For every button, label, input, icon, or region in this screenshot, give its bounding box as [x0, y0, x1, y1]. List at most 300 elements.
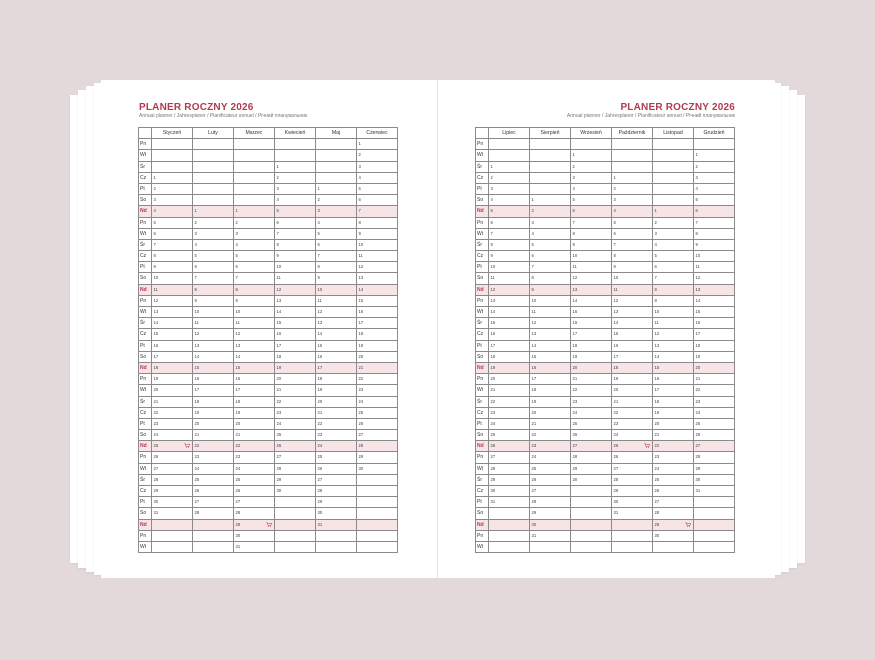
day-cell[interactable]: 21 — [193, 430, 234, 441]
day-cell[interactable]: 11 — [152, 285, 193, 296]
day-cell[interactable]: 21 — [653, 430, 694, 441]
day-cell[interactable]: 5 — [489, 206, 530, 217]
day-cell[interactable] — [152, 162, 193, 173]
day-cell[interactable]: 22 — [489, 397, 530, 408]
day-cell[interactable]: 1 — [234, 206, 275, 217]
day-cell[interactable]: 6 — [234, 262, 275, 273]
day-cell[interactable]: 29 — [694, 464, 735, 475]
day-cell[interactable]: 10 — [612, 273, 653, 284]
day-cell[interactable]: 5 — [357, 184, 398, 195]
day-cell[interactable]: 19 — [193, 408, 234, 419]
day-cell[interactable]: 27 — [612, 464, 653, 475]
day-cell[interactable]: 18 — [193, 397, 234, 408]
day-cell[interactable]: 6 — [571, 206, 612, 217]
day-cell[interactable]: 1 — [653, 206, 694, 217]
day-cell[interactable] — [152, 531, 193, 542]
day-cell[interactable]: 18 — [571, 341, 612, 352]
day-cell[interactable]: 27 — [489, 452, 530, 463]
day-cell[interactable]: 24 — [234, 464, 275, 475]
day-cell[interactable]: 31 — [489, 497, 530, 508]
day-cell[interactable]: 4 — [234, 240, 275, 251]
day-cell[interactable]: 8 — [357, 218, 398, 229]
day-cell[interactable]: 9 — [234, 296, 275, 307]
day-cell[interactable]: 22 — [316, 419, 357, 430]
day-cell[interactable] — [357, 497, 398, 508]
day-cell[interactable]: 28 — [489, 464, 530, 475]
day-cell[interactable]: 24 — [694, 408, 735, 419]
day-cell[interactable]: 25 — [653, 475, 694, 486]
day-cell[interactable]: 26 — [357, 419, 398, 430]
day-cell[interactable] — [316, 139, 357, 150]
day-cell[interactable]: 30 — [357, 464, 398, 475]
day-cell[interactable]: 16 — [530, 363, 571, 374]
day-cell[interactable]: 20 — [316, 397, 357, 408]
day-cell[interactable]: 11 — [694, 262, 735, 273]
day-cell[interactable] — [571, 497, 612, 508]
day-cell[interactable]: 12 — [653, 329, 694, 340]
day-cell[interactable]: 20 — [152, 385, 193, 396]
day-cell[interactable]: 22 — [530, 430, 571, 441]
day-cell[interactable]: 6 — [489, 218, 530, 229]
day-cell[interactable]: 11 — [193, 318, 234, 329]
day-cell[interactable]: 10 — [489, 262, 530, 273]
day-cell[interactable]: 4 — [275, 195, 316, 206]
day-cell[interactable]: 21 — [152, 397, 193, 408]
day-cell[interactable] — [275, 497, 316, 508]
day-cell[interactable]: 16 — [489, 329, 530, 340]
day-cell[interactable]: 3 — [530, 218, 571, 229]
day-cell[interactable]: 22 — [152, 408, 193, 419]
day-cell[interactable]: 3 — [489, 184, 530, 195]
day-cell[interactable] — [193, 162, 234, 173]
day-cell[interactable]: 13 — [152, 307, 193, 318]
day-cell[interactable]: 14 — [152, 318, 193, 329]
day-cell[interactable]: 11 — [571, 262, 612, 273]
day-cell[interactable]: 4 — [530, 229, 571, 240]
day-cell[interactable]: 7 — [489, 229, 530, 240]
day-cell[interactable]: 10 — [694, 251, 735, 262]
day-cell[interactable]: 19 — [653, 408, 694, 419]
day-cell[interactable]: 28 — [193, 508, 234, 519]
day-cell[interactable]: 1 — [357, 139, 398, 150]
day-cell[interactable] — [653, 542, 694, 553]
day-cell[interactable]: 12 — [489, 285, 530, 296]
day-cell[interactable]: 6 — [152, 229, 193, 240]
day-cell[interactable]: 16 — [152, 341, 193, 352]
day-cell[interactable]: 13 — [275, 296, 316, 307]
day-cell[interactable]: 27 — [357, 430, 398, 441]
day-cell[interactable]: 16 — [357, 307, 398, 318]
day-cell[interactable]: 10 — [234, 307, 275, 318]
day-cell[interactable]: 23 — [152, 419, 193, 430]
day-cell[interactable] — [694, 139, 735, 150]
day-cell[interactable]: 2 — [193, 218, 234, 229]
day-cell[interactable]: 13 — [571, 285, 612, 296]
day-cell[interactable]: 13 — [612, 307, 653, 318]
day-cell[interactable]: 2 — [316, 195, 357, 206]
day-cell[interactable]: 26 — [571, 430, 612, 441]
day-cell[interactable]: 4 — [316, 218, 357, 229]
day-cell[interactable]: 15 — [694, 307, 735, 318]
day-cell[interactable]: 28 — [275, 464, 316, 475]
day-cell[interactable]: 10 — [530, 296, 571, 307]
day-cell[interactable]: 23 — [530, 441, 571, 452]
day-cell[interactable]: 12 — [316, 307, 357, 318]
day-cell[interactable]: 15 — [653, 363, 694, 374]
day-cell[interactable]: 24 — [612, 430, 653, 441]
day-cell[interactable] — [571, 542, 612, 553]
day-cell[interactable] — [530, 173, 571, 184]
day-cell[interactable]: 5 — [653, 251, 694, 262]
day-cell[interactable]: 15 — [193, 363, 234, 374]
day-cell[interactable]: 17 — [275, 341, 316, 352]
day-cell[interactable] — [316, 150, 357, 161]
day-cell[interactable]: 28 — [357, 441, 398, 452]
day-cell[interactable]: 26 — [275, 441, 316, 452]
day-cell[interactable]: 28 — [571, 452, 612, 463]
day-cell[interactable]: 14 — [316, 329, 357, 340]
day-cell[interactable]: 7 — [234, 273, 275, 284]
day-cell[interactable]: 7 — [275, 229, 316, 240]
day-cell[interactable]: 12 — [275, 285, 316, 296]
day-cell[interactable]: 5 — [530, 240, 571, 251]
day-cell[interactable] — [653, 139, 694, 150]
day-cell[interactable] — [193, 195, 234, 206]
day-cell[interactable] — [275, 508, 316, 519]
day-cell[interactable]: 26 — [234, 486, 275, 497]
day-cell[interactable]: 24 — [571, 408, 612, 419]
day-cell[interactable]: 27 — [152, 464, 193, 475]
day-cell[interactable]: 30 — [571, 475, 612, 486]
day-cell[interactable]: 13 — [234, 341, 275, 352]
day-cell[interactable]: 12 — [694, 273, 735, 284]
day-cell[interactable]: 9 — [571, 240, 612, 251]
day-cell[interactable]: 17 — [152, 352, 193, 363]
day-cell[interactable]: 26 — [152, 452, 193, 463]
day-cell[interactable]: 8 — [152, 251, 193, 262]
day-cell[interactable]: 18 — [694, 341, 735, 352]
day-cell[interactable]: 9 — [653, 296, 694, 307]
day-cell[interactable]: 27 — [694, 441, 735, 452]
day-cell[interactable]: 24 — [653, 464, 694, 475]
day-cell[interactable]: 10 — [193, 307, 234, 318]
day-cell[interactable] — [193, 542, 234, 553]
day-cell[interactable]: 11 — [234, 318, 275, 329]
day-cell[interactable] — [571, 520, 612, 531]
day-cell[interactable] — [530, 139, 571, 150]
day-cell[interactable]: 26 — [694, 430, 735, 441]
day-cell[interactable]: 7 — [152, 240, 193, 251]
day-cell[interactable]: 31 — [316, 520, 357, 531]
day-cell[interactable]: 27 — [530, 486, 571, 497]
day-cell[interactable]: 7 — [316, 251, 357, 262]
day-cell[interactable] — [193, 139, 234, 150]
day-cell[interactable] — [316, 173, 357, 184]
day-cell[interactable]: 20 — [653, 419, 694, 430]
day-cell[interactable]: 25 — [275, 430, 316, 441]
day-cell[interactable]: 14 — [612, 318, 653, 329]
day-cell[interactable]: 15 — [571, 307, 612, 318]
day-cell[interactable]: 25 — [530, 464, 571, 475]
day-cell[interactable]: 23 — [489, 408, 530, 419]
day-cell[interactable]: 7 — [530, 262, 571, 273]
day-cell[interactable] — [234, 173, 275, 184]
day-cell[interactable] — [316, 531, 357, 542]
day-cell[interactable] — [489, 139, 530, 150]
day-cell[interactable]: 20 — [275, 374, 316, 385]
day-cell[interactable]: 16 — [193, 374, 234, 385]
day-cell[interactable]: 19 — [489, 363, 530, 374]
day-cell[interactable]: 16 — [694, 318, 735, 329]
day-cell[interactable]: 8 — [694, 229, 735, 240]
day-cell[interactable]: 16 — [234, 374, 275, 385]
day-cell[interactable]: 2 — [530, 206, 571, 217]
day-cell[interactable]: 25 — [694, 419, 735, 430]
day-cell[interactable]: 31 — [612, 508, 653, 519]
day-cell[interactable]: 14 — [530, 341, 571, 352]
day-cell[interactable] — [152, 520, 193, 531]
day-cell[interactable]: 6 — [275, 218, 316, 229]
day-cell[interactable]: 12 — [612, 296, 653, 307]
day-cell[interactable]: 30 — [694, 475, 735, 486]
day-cell[interactable]: 23 — [316, 430, 357, 441]
day-cell[interactable]: 18 — [316, 374, 357, 385]
day-cell[interactable]: 30 — [275, 486, 316, 497]
day-cell[interactable]: 18 — [234, 397, 275, 408]
day-cell[interactable]: 22 — [234, 441, 275, 452]
day-cell[interactable]: 23 — [612, 419, 653, 430]
day-cell[interactable]: 9 — [316, 273, 357, 284]
day-cell[interactable] — [234, 195, 275, 206]
day-cell[interactable] — [193, 150, 234, 161]
day-cell[interactable]: 21 — [316, 408, 357, 419]
day-cell[interactable] — [275, 139, 316, 150]
day-cell[interactable] — [530, 162, 571, 173]
day-cell[interactable]: 27 — [316, 475, 357, 486]
day-cell[interactable] — [357, 531, 398, 542]
day-cell[interactable] — [694, 497, 735, 508]
day-cell[interactable] — [530, 150, 571, 161]
day-cell[interactable]: 21 — [489, 385, 530, 396]
day-cell[interactable]: 11 — [612, 285, 653, 296]
day-cell[interactable]: 13 — [653, 341, 694, 352]
day-cell[interactable] — [357, 508, 398, 519]
day-cell[interactable]: 27 — [571, 441, 612, 452]
day-cell[interactable]: 26 — [193, 486, 234, 497]
day-cell[interactable]: 26 — [316, 464, 357, 475]
day-cell[interactable]: 30 — [234, 531, 275, 542]
day-cell[interactable]: 1 — [489, 162, 530, 173]
day-cell[interactable]: 17 — [234, 385, 275, 396]
day-cell[interactable]: 30 — [489, 486, 530, 497]
day-cell[interactable]: 4 — [653, 240, 694, 251]
day-cell[interactable]: 1 — [152, 173, 193, 184]
day-cell[interactable]: 6 — [193, 262, 234, 273]
day-cell[interactable]: 7 — [193, 273, 234, 284]
day-cell[interactable]: 25 — [316, 452, 357, 463]
day-cell[interactable]: 9 — [694, 240, 735, 251]
day-cell[interactable]: 16 — [571, 318, 612, 329]
day-cell[interactable]: 2 — [653, 218, 694, 229]
day-cell[interactable]: 19 — [316, 385, 357, 396]
day-cell[interactable]: 9 — [612, 262, 653, 273]
day-cell[interactable] — [612, 542, 653, 553]
day-cell[interactable]: 12 — [152, 296, 193, 307]
day-cell[interactable]: 22 — [193, 441, 234, 452]
day-cell[interactable]: 31 — [234, 542, 275, 553]
day-cell[interactable]: 18 — [275, 352, 316, 363]
day-cell[interactable] — [275, 531, 316, 542]
day-cell[interactable]: 3 — [316, 206, 357, 217]
day-cell[interactable]: 8 — [530, 273, 571, 284]
day-cell[interactable]: 5 — [152, 218, 193, 229]
day-cell[interactable]: 22 — [275, 397, 316, 408]
day-cell[interactable]: 3 — [571, 173, 612, 184]
day-cell[interactable]: 5 — [316, 229, 357, 240]
day-cell[interactable]: 31 — [152, 508, 193, 519]
day-cell[interactable]: 29 — [530, 508, 571, 519]
day-cell[interactable]: 29 — [612, 486, 653, 497]
day-cell[interactable]: 10 — [571, 251, 612, 262]
day-cell[interactable] — [653, 162, 694, 173]
day-cell[interactable] — [530, 184, 571, 195]
day-cell[interactable]: 7 — [694, 218, 735, 229]
day-cell[interactable]: 13 — [530, 329, 571, 340]
day-cell[interactable] — [357, 486, 398, 497]
day-cell[interactable]: 1 — [193, 206, 234, 217]
day-cell[interactable]: 6 — [612, 229, 653, 240]
day-cell[interactable]: 17 — [571, 329, 612, 340]
day-cell[interactable]: 14 — [234, 352, 275, 363]
day-cell[interactable]: 7 — [653, 273, 694, 284]
day-cell[interactable]: 5 — [612, 218, 653, 229]
day-cell[interactable]: 29 — [316, 497, 357, 508]
day-cell[interactable] — [612, 520, 653, 531]
day-cell[interactable]: 22 — [571, 385, 612, 396]
day-cell[interactable] — [489, 150, 530, 161]
day-cell[interactable]: 26 — [612, 452, 653, 463]
day-cell[interactable]: 22 — [612, 408, 653, 419]
day-cell[interactable]: 19 — [571, 352, 612, 363]
day-cell[interactable] — [612, 531, 653, 542]
day-cell[interactable] — [571, 508, 612, 519]
day-cell[interactable]: 13 — [316, 318, 357, 329]
day-cell[interactable]: 19 — [694, 352, 735, 363]
day-cell[interactable]: 4 — [694, 184, 735, 195]
day-cell[interactable] — [489, 542, 530, 553]
day-cell[interactable]: 4 — [357, 173, 398, 184]
day-cell[interactable]: 14 — [653, 352, 694, 363]
day-cell[interactable]: 13 — [357, 273, 398, 284]
day-cell[interactable]: 26 — [489, 441, 530, 452]
day-cell[interactable] — [653, 195, 694, 206]
day-cell[interactable]: 17 — [694, 329, 735, 340]
day-cell[interactable]: 25 — [193, 475, 234, 486]
day-cell[interactable]: 24 — [275, 419, 316, 430]
day-cell[interactable]: 27 — [275, 452, 316, 463]
day-cell[interactable]: 1 — [316, 184, 357, 195]
day-cell[interactable]: 11 — [316, 296, 357, 307]
day-cell[interactable]: 20 — [694, 363, 735, 374]
day-cell[interactable]: 8 — [653, 285, 694, 296]
day-cell[interactable] — [275, 150, 316, 161]
day-cell[interactable] — [571, 486, 612, 497]
day-cell[interactable]: 30 — [612, 497, 653, 508]
day-cell[interactable] — [653, 150, 694, 161]
day-cell[interactable]: 10 — [653, 307, 694, 318]
day-cell[interactable] — [152, 150, 193, 161]
day-cell[interactable]: 1 — [275, 162, 316, 173]
day-cell[interactable]: 19 — [530, 397, 571, 408]
day-cell[interactable]: 2 — [571, 162, 612, 173]
day-cell[interactable]: 10 — [316, 285, 357, 296]
day-cell[interactable]: 21 — [612, 397, 653, 408]
day-cell[interactable]: 1 — [571, 150, 612, 161]
day-cell[interactable]: 17 — [316, 363, 357, 374]
day-cell[interactable] — [694, 520, 735, 531]
day-cell[interactable]: 8 — [193, 285, 234, 296]
day-cell[interactable]: 28 — [653, 508, 694, 519]
day-cell[interactable]: 14 — [275, 307, 316, 318]
day-cell[interactable]: 7 — [571, 218, 612, 229]
day-cell[interactable]: 15 — [234, 363, 275, 374]
day-cell[interactable]: 23 — [234, 452, 275, 463]
day-cell[interactable]: 15 — [316, 341, 357, 352]
day-cell[interactable]: 11 — [530, 307, 571, 318]
day-cell[interactable]: 4 — [489, 195, 530, 206]
day-cell[interactable]: 3 — [694, 173, 735, 184]
day-cell[interactable]: 10 — [152, 273, 193, 284]
day-cell[interactable] — [193, 520, 234, 531]
day-cell[interactable]: 24 — [357, 397, 398, 408]
day-cell[interactable]: 19 — [612, 374, 653, 385]
day-cell[interactable]: 6 — [694, 206, 735, 217]
day-cell[interactable] — [653, 184, 694, 195]
day-cell[interactable]: 4 — [571, 184, 612, 195]
day-cell[interactable]: 5 — [234, 251, 275, 262]
day-cell[interactable]: 16 — [612, 341, 653, 352]
day-cell[interactable]: 28 — [530, 497, 571, 508]
day-cell[interactable]: 27 — [653, 497, 694, 508]
day-cell[interactable]: 2 — [694, 162, 735, 173]
day-cell[interactable]: 7 — [612, 240, 653, 251]
day-cell[interactable]: 15 — [357, 296, 398, 307]
day-cell[interactable]: 2 — [152, 184, 193, 195]
day-cell[interactable]: 12 — [357, 262, 398, 273]
day-cell[interactable]: 16 — [316, 352, 357, 363]
day-cell[interactable]: 15 — [530, 352, 571, 363]
day-cell[interactable]: 3 — [275, 184, 316, 195]
day-cell[interactable]: 8 — [316, 262, 357, 273]
day-cell[interactable]: 26 — [530, 475, 571, 486]
day-cell[interactable] — [234, 139, 275, 150]
day-cell[interactable]: 9 — [152, 262, 193, 273]
day-cell[interactable]: 26 — [653, 486, 694, 497]
day-cell[interactable] — [694, 508, 735, 519]
day-cell[interactable]: 23 — [571, 397, 612, 408]
day-cell[interactable]: 11 — [275, 273, 316, 284]
day-cell[interactable]: 21 — [357, 363, 398, 374]
day-cell[interactable]: 13 — [694, 285, 735, 296]
day-cell[interactable]: 30 — [530, 520, 571, 531]
day-cell[interactable]: 7 — [357, 206, 398, 217]
day-cell[interactable]: 21 — [694, 374, 735, 385]
day-cell[interactable] — [694, 531, 735, 542]
day-cell[interactable]: 3 — [612, 195, 653, 206]
day-cell[interactable] — [612, 150, 653, 161]
day-cell[interactable]: 3 — [357, 162, 398, 173]
day-cell[interactable]: 21 — [234, 430, 275, 441]
